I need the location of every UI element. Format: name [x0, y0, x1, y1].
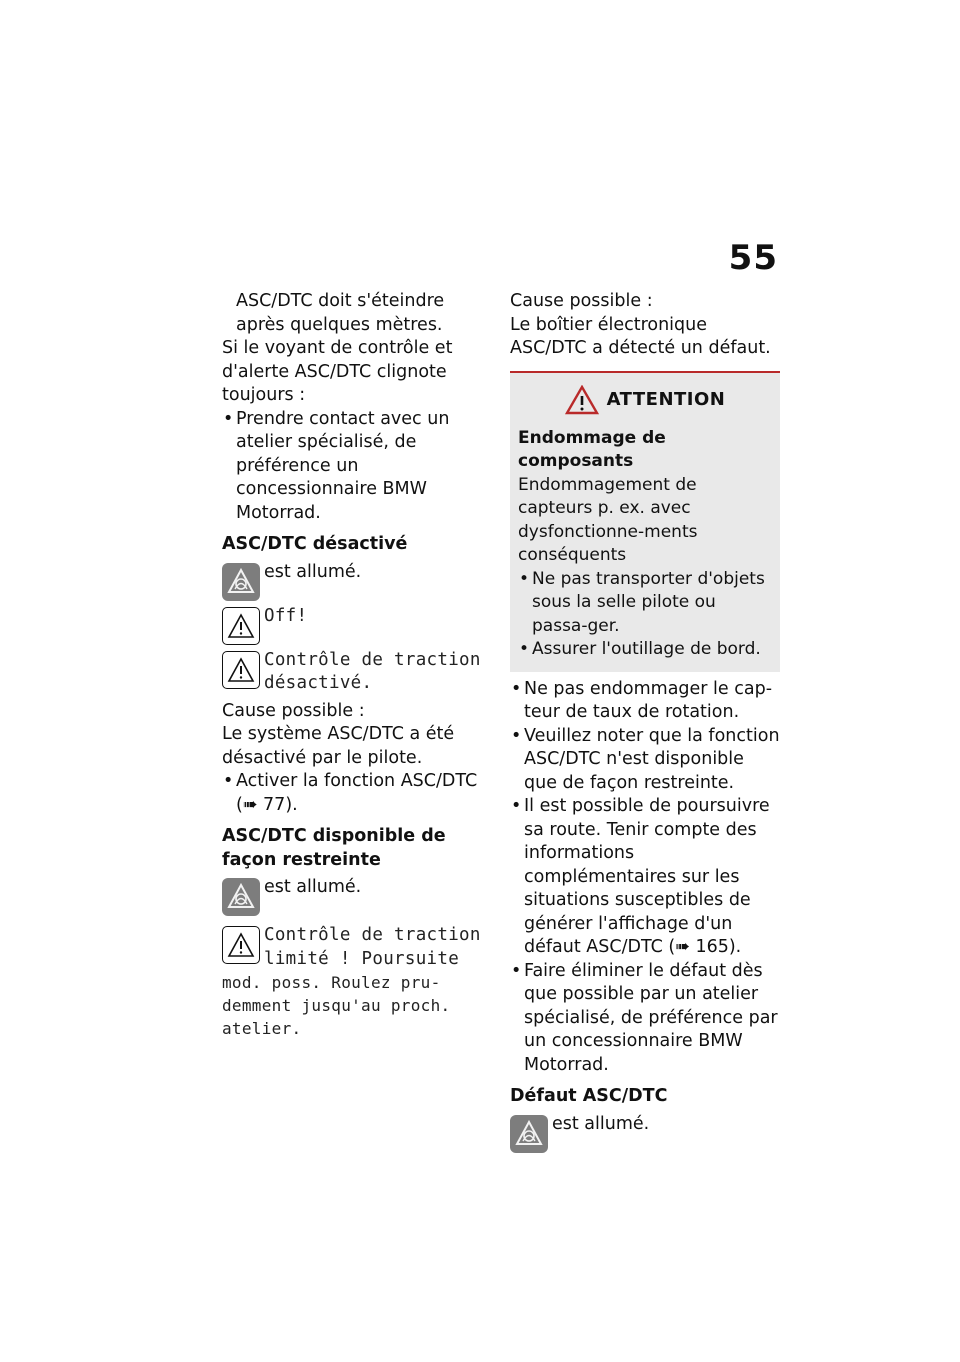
attention-body: Endommagement de capteurs p. ex. avec dysfonctionne-ments conséquents: [518, 474, 698, 565]
lamp-label: est allumé.: [264, 561, 362, 582]
warning-triangle-icon: [222, 607, 260, 645]
list-item: • Prendre contact avec un atelier spécialisé, de préférence un concessionnaire BMW Motorrad.: [222, 408, 490, 526]
attention-list: [518, 568, 772, 662]
attention-title: ATTENTION: [606, 389, 726, 410]
list-item: • Activer la fonction ASC/DTC (➠ 77).: [222, 770, 490, 817]
section-heading-asc-restricted: ASC/DTC disponible de façon restreinte: [222, 826, 446, 870]
asc-dtc-lamp-icon: [510, 1115, 548, 1153]
lamp-row: [510, 1113, 780, 1153]
bullet-list: [222, 770, 490, 817]
warning-triangle-icon: [222, 926, 260, 964]
display-text: Contrôle de traction désactivé.: [264, 649, 481, 693]
display-row: [222, 924, 490, 971]
cause-label: Cause possible :: [510, 291, 653, 311]
bullet-list: [222, 408, 490, 526]
cause-label: Cause possible :: [222, 700, 365, 721]
display-text-off: Off!: [264, 605, 308, 626]
left-column: [222, 290, 490, 1040]
list-item: • Ne pas transporter d'objets sous la selle pilote ou passa-ger.: [518, 568, 772, 639]
warning-triangle-icon: [222, 651, 260, 689]
cause-text: Le boîtier électronique ASC/DTC a détecté un défaut.: [510, 314, 771, 358]
paragraph: Si le voyant de contrôle et d'alerte ASC/DTC clignote toujours :: [222, 338, 453, 405]
bullet-list: [510, 678, 780, 1078]
warning-triangle-icon: [565, 385, 599, 415]
asc-dtc-lamp-icon: [222, 563, 260, 601]
lamp-row: [222, 876, 490, 916]
list-item: • Veuillez noter que la fonction ASC/DTC n'est disponible que de façon restreinte.: [510, 725, 780, 796]
asc-dtc-lamp-icon: [222, 878, 260, 916]
lamp-row: [222, 561, 490, 601]
intro-line-2: après quelques mètres.: [236, 314, 443, 335]
lamp-label: est allumé.: [552, 1113, 650, 1134]
right-column: [510, 290, 780, 1153]
attention-subtitle: Endommage de composants: [518, 427, 666, 471]
display-row: [222, 605, 490, 645]
page-number: 55: [728, 238, 778, 278]
attention-box: [510, 371, 780, 672]
display-text-continued: mod. poss. Roulez pru-demment jusqu'au proch. atelier.: [222, 973, 451, 1038]
display-row: [222, 649, 490, 696]
display-text: Contrôle de traction limité ! Poursuite: [264, 925, 481, 969]
list-item: • Faire éliminer le défaut dès que possible par un atelier spécialisé, de préférence par un concessionnaire BMW Motorrad.: [510, 960, 780, 1078]
list-item: • Il est possible de poursuivre sa route. Tenir compte des informations complémentaires sur les situations susceptibles de générer l'affichage d'un défaut ASC/DTC (➠ 165).: [510, 795, 780, 960]
section-heading-asc-fault: Défaut ASC/DTC: [510, 1086, 668, 1106]
list-item: • Assurer l'outillage de bord.: [518, 638, 772, 662]
list-item: • Ne pas endommager le cap-teur de taux de rotation.: [510, 678, 780, 725]
attention-header: [518, 385, 772, 415]
lamp-label: est allumé.: [264, 877, 362, 897]
cause-text: Le système ASC/DTC a été désactivé par le pilote.: [222, 724, 455, 768]
intro-line-1: ASC/DTC doit s'éteindre: [236, 291, 445, 311]
section-heading-asc-off: ASC/DTC désactivé: [222, 534, 408, 554]
